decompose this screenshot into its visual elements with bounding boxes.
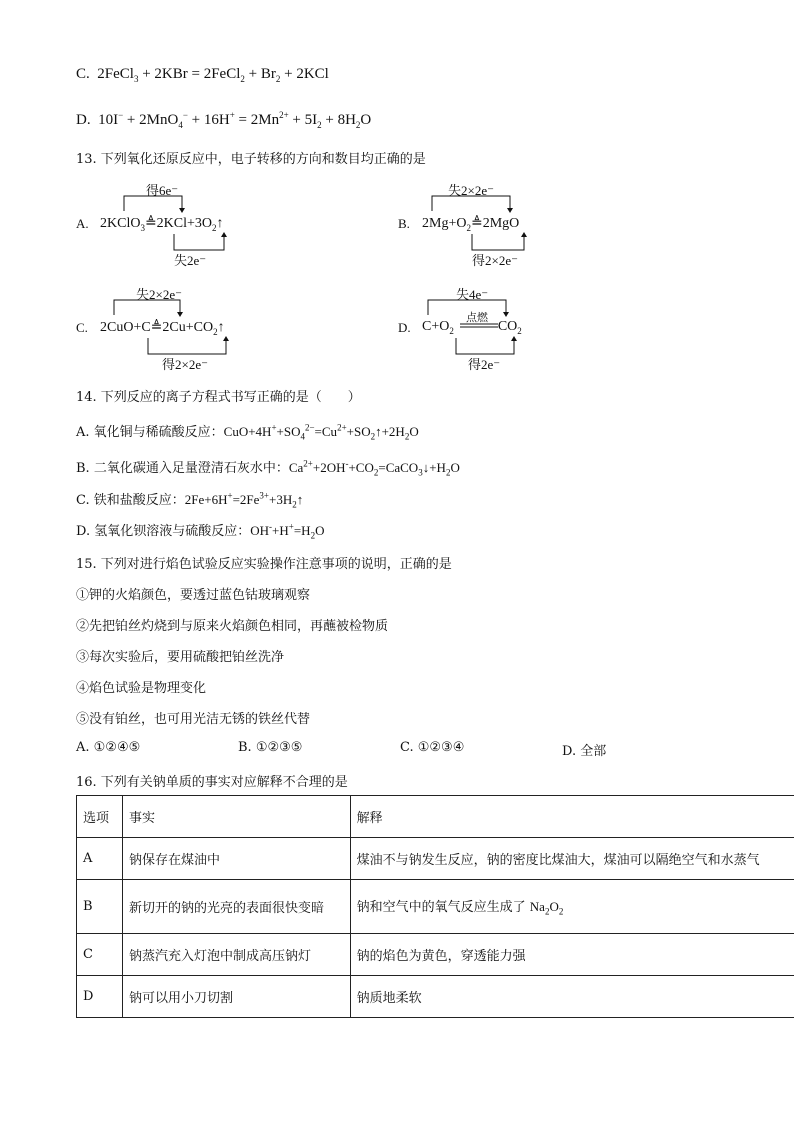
table-row — [77, 934, 794, 976]
table-cell: B — [77, 880, 123, 934]
q14-b-label: B. 二氧化碳通入足量澄清石灰水中： — [76, 461, 289, 476]
q13-a-label: A. — [76, 216, 89, 231]
q14-d-label: D. 氢氧化钡溶液与硫酸反应： — [76, 524, 251, 539]
q13-b-label: B. — [398, 216, 410, 231]
q12-option-c-equation: 2FeCl$_3$ + 2KBr = 2FeCl$_2$ + $Br_2 + 2KCl$ — [93, 66, 329, 84]
q15-option-b: B. ①②③⑤ — [238, 740, 303, 755]
q14-a-label: A. 氧化铜与稀硫酸反应： — [76, 425, 224, 440]
q13-stem: 13. 下列氧化还原反应中，电子转移的方向和数目均正确的是 — [76, 152, 426, 167]
q15-option-d: D. 全部 — [562, 744, 607, 759]
q15-stem: 15. 下列对进行焰色试验反应实验操作注意事项的说明，正确的是 — [76, 557, 452, 572]
q16-stem: 16. 下列有关钠单质的事实对应解释不合理的是 — [76, 775, 348, 790]
q15-item: ⑤没有铂丝，也可用光洁无锈的铁丝代替 — [76, 712, 311, 727]
q15-item: ②先把铂丝灼烧到与原来火焰颜色相同，再蘸被检物质 — [76, 619, 389, 634]
q13-option-b — [398, 178, 638, 268]
q14-option-d — [76, 520, 324, 541]
table-header-cell: 选项 — [77, 796, 123, 838]
q14-c-label: C. 铁和盐酸反应： — [76, 493, 185, 508]
q13-option-a — [76, 178, 316, 268]
table-row — [77, 976, 794, 1018]
q14-c-equation: $2Fe+6H^+=2Fe^{3+}+3H_2↑$ — [184, 490, 304, 510]
q13-a-formula: $2KClO_3≜2KCl+3O_2↑$ — [100, 216, 224, 233]
table-cell: 钠和空气中的氧气反应生成了 $Na_2O_2$ — [350, 880, 794, 934]
table-header-row — [77, 796, 794, 838]
q13-a-bottom-label: 失2e⁻ — [174, 253, 207, 268]
q16-table — [76, 795, 794, 1018]
q13-b-formula: $2Mg+O_2≜2MgO$ — [422, 216, 520, 233]
q14-option-c — [76, 489, 303, 510]
q15-option-c: C. ①②③④ — [400, 740, 465, 755]
table-cell: 煤油不与钠发生反应，钠的密度比煤油大，煤油可以隔绝空气和水蒸气 — [350, 838, 794, 880]
q13-option-d — [398, 282, 598, 372]
q13-b-bottom-label: 得2×2e⁻ — [472, 253, 518, 268]
q12-option-d-equation: $10I^- + 2MnO_4^- + 16H^+ = 2Mn^{2+} + 5I_2 + 8H_2O$ — [94, 110, 372, 130]
q14-option-b — [76, 457, 460, 478]
q15-option-a: A. ①②④⑤ — [76, 740, 141, 755]
q13-a-top-label: 得6e⁻ — [146, 183, 179, 198]
q13-d-bottom-label: 得2e⁻ — [468, 357, 501, 372]
q12-option-d-label: D. — [76, 112, 91, 128]
table-cell: 钠保存在煤油中 — [122, 838, 350, 880]
q13-d-label: D. — [398, 320, 411, 335]
table-header-cell: 解释 — [350, 796, 794, 838]
q15-item: ③每次实验后，要用硫酸把铂丝洗净 — [76, 650, 285, 665]
q14-option-a — [76, 421, 419, 442]
q13-d-condition: 点燃 — [466, 312, 488, 324]
table-cell: 钠的焰色为黄色，穿透能力强 — [350, 934, 794, 976]
q12-option-d — [76, 110, 371, 130]
table-cell: 钠质地柔软 — [350, 976, 794, 1018]
q15-item: ④焰色试验是物理变化 — [76, 681, 207, 696]
table-row — [77, 880, 794, 934]
q13-c-label: C. — [76, 320, 88, 335]
table-header-cell: 事实 — [122, 796, 350, 838]
q14-d-equation: $OH^-+H^+=H_2O$ — [250, 521, 325, 541]
q12-option-c-label: C. — [76, 66, 90, 82]
q14-stem: 14. 下列反应的离子方程式书写正确的是（ ） — [76, 390, 361, 405]
table-cell: 钠蒸汽充入灯泡中制成高压钠灯 — [122, 934, 350, 976]
q12-option-c — [76, 66, 329, 84]
q14-b-equation: $Ca^{2+}+2OH^-+CO_2=CaCO_3↓+H_2O$ — [288, 458, 460, 478]
table-cell: A — [77, 838, 123, 880]
q13-c-top-label: 失2×2e⁻ — [136, 287, 182, 302]
table-cell: C — [77, 934, 123, 976]
table-row — [77, 838, 794, 880]
q13-b-top-label: 失2×2e⁻ — [448, 183, 494, 198]
q14-a-equation: $CuO+4H^++SO_4^{2-}=Cu^{2+}+SO_2↑+2H_2O$ — [223, 422, 419, 442]
q13-d-formula: $C+O_2$ $CO_2$ — [422, 319, 522, 336]
q13-c-formula: $2CuO+C≜2Cu+CO_2↑$ — [100, 320, 225, 337]
table-cell: 钠可以用小刀切割 — [122, 976, 350, 1018]
q13-option-c — [76, 282, 336, 372]
q13-d-top-label: 失4e⁻ — [456, 287, 489, 302]
q15-item: ①钾的火焰颜色，要透过蓝色钴玻璃观察 — [76, 588, 311, 603]
table-cell: 新切开的钠的光亮的表面很快变暗 — [122, 880, 350, 934]
q13-c-bottom-label: 得2×2e⁻ — [162, 357, 208, 372]
table-cell: D — [77, 976, 123, 1018]
